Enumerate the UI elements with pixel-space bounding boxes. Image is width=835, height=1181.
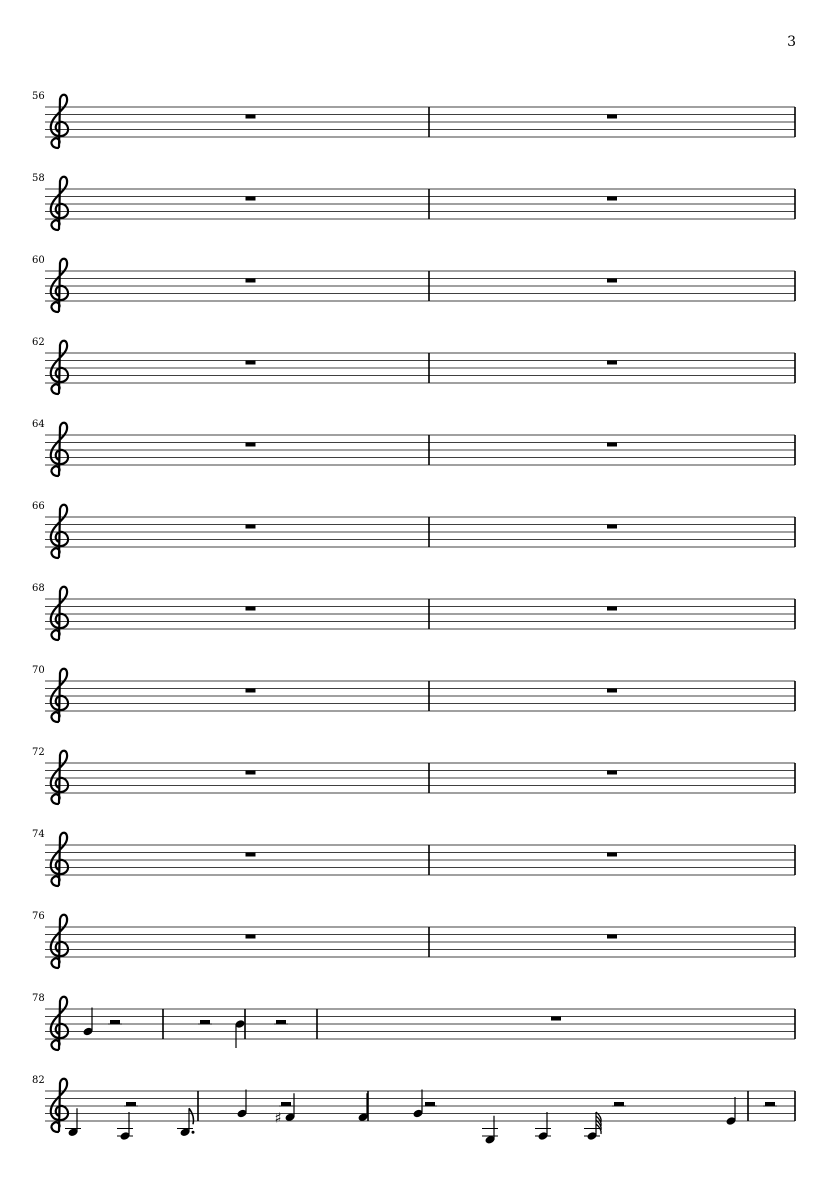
whole-rest: [607, 689, 617, 693]
measure-number: 64: [32, 419, 45, 430]
half-rest: [126, 1102, 136, 1106]
half-rest: [281, 1102, 291, 1106]
half-rest: [614, 1102, 624, 1106]
treble-clef-icon: [51, 423, 68, 476]
treble-clef-icon: [51, 177, 68, 230]
half-rest: [200, 1020, 210, 1024]
treble-clef-icon: [51, 259, 68, 312]
treble-clef-icon: [51, 95, 68, 148]
whole-rest: [607, 443, 617, 447]
treble-clef-icon: [51, 997, 68, 1050]
staff-system: [32, 255, 795, 312]
page-number: 3: [787, 34, 796, 50]
measure-number: 68: [32, 583, 45, 594]
treble-clef-icon: [51, 505, 68, 558]
treble-clef-icon: [51, 915, 68, 968]
half-rest: [276, 1020, 286, 1024]
whole-rest: [246, 115, 256, 119]
staff-system: [32, 501, 795, 558]
whole-rest: [607, 771, 617, 775]
staff-system: [32, 337, 795, 394]
treble-clef-icon: [51, 341, 68, 394]
measure-number: 58: [32, 173, 45, 184]
whole-rest: [607, 197, 617, 201]
measure-number: 62: [32, 337, 45, 348]
staff-system: [32, 173, 795, 230]
whole-rest: [607, 935, 617, 939]
whole-rest: [246, 197, 256, 201]
staff-system: [32, 993, 795, 1050]
whole-rest: [551, 1017, 561, 1021]
whole-rest: [246, 607, 256, 611]
half-rest: [110, 1020, 120, 1024]
treble-clef-icon: [51, 751, 68, 804]
whole-rest: [607, 525, 617, 529]
staff-system: [32, 829, 795, 886]
whole-rest: [607, 607, 617, 611]
measure-number: 66: [32, 501, 45, 512]
systems: [32, 91, 795, 1145]
measure-number: 76: [32, 911, 45, 922]
whole-rest: [246, 443, 256, 447]
sharp-icon: ♯: [274, 1110, 282, 1127]
staff-system: [32, 747, 795, 804]
measure-number: 72: [32, 747, 45, 758]
whole-rest: [246, 771, 256, 775]
staff-system: [32, 911, 795, 968]
measure-number: 82: [32, 1075, 45, 1086]
staff-system: [32, 665, 795, 722]
staff-system: [32, 419, 795, 476]
treble-clef-icon: [51, 587, 68, 640]
augmentation-dot: [192, 1131, 195, 1134]
staff-system: [32, 91, 795, 148]
whole-rest: [607, 853, 617, 857]
note-flag: [189, 1108, 194, 1124]
whole-rest: [246, 853, 256, 857]
whole-rest: [246, 361, 256, 365]
treble-clef-icon: [51, 833, 68, 886]
whole-rest: [246, 279, 256, 283]
measure-number: 78: [32, 993, 45, 1004]
staff-system: [32, 583, 795, 640]
treble-clef-icon: [51, 1079, 68, 1132]
whole-rest: [607, 279, 617, 283]
measure-number: 74: [32, 829, 45, 840]
measure-number: 56: [32, 91, 45, 102]
measure-number: 70: [32, 665, 45, 676]
half-rest: [425, 1102, 435, 1106]
treble-clef-icon: [51, 669, 68, 722]
whole-rest: [607, 115, 617, 119]
whole-rest: [246, 935, 256, 939]
whole-rest: [607, 361, 617, 365]
measure-number: 60: [32, 255, 45, 266]
whole-rest: [246, 689, 256, 693]
staff-system: [32, 1075, 795, 1145]
whole-rest: [246, 525, 256, 529]
half-rest: [765, 1102, 775, 1106]
